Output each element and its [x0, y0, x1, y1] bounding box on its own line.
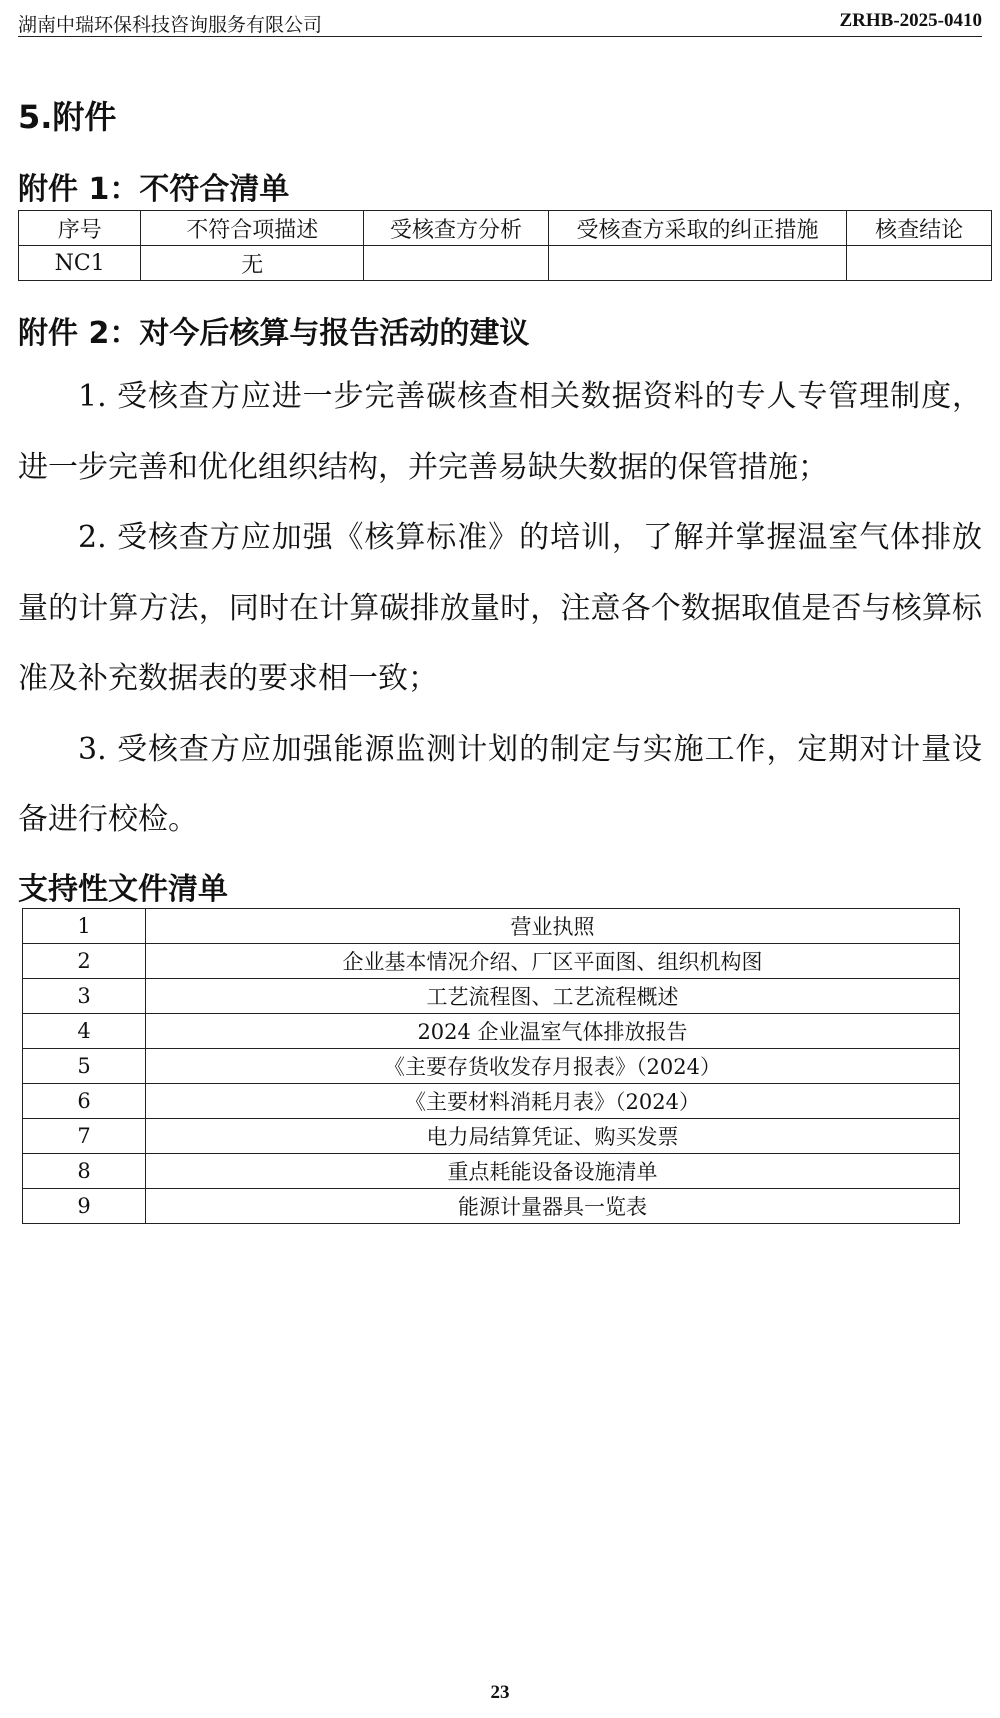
document-name: 工艺流程图、工艺流程概述 [146, 979, 960, 1014]
table-header-row [19, 211, 992, 246]
row-number: 6 [23, 1084, 146, 1119]
document-name: 重点耗能设备设施清单 [146, 1154, 960, 1189]
page-number: 23 [490, 1682, 510, 1703]
document-name: 企业基本情况介绍、厂区平面图、组织机构图 [146, 944, 960, 979]
supporting-docs-table [22, 908, 960, 1224]
row-number: 5 [23, 1049, 146, 1084]
attachment1-title: 附件 1：不符合清单 [18, 172, 290, 207]
document-name: 营业执照 [146, 909, 960, 944]
table-row [23, 909, 960, 944]
row-number: 2 [23, 944, 146, 979]
table-cell [364, 246, 549, 281]
document-name: 《主要存货收发存月报表》（2024） [146, 1049, 960, 1084]
recommendation-item: 1. 受核查方应进一步完善碳核查相关数据资料的专人专管理制度，进一步完善和优化组织结构，并完善易缺失数据的保管措施； [18, 379, 982, 485]
table-row [19, 246, 992, 281]
row-number: 8 [23, 1154, 146, 1189]
document-number: ZRHB-2025-0410 [839, 10, 982, 31]
table-row [23, 1119, 960, 1154]
table-cell: 无 [141, 246, 364, 281]
recommendation-item: 3. 受核查方应加强能源监测计划的制定与实施工作，定期对计量设备进行校检。 [18, 731, 982, 837]
row-number: 1 [23, 909, 146, 944]
table-header-cell: 受核查方采取的纠正措施 [548, 211, 846, 246]
row-number: 9 [23, 1189, 146, 1224]
row-number: 7 [23, 1119, 146, 1154]
company-name: 湖南中瑞环保科技咨询服务有限公司 [18, 14, 323, 36]
table-row [23, 1049, 960, 1084]
table-header-cell: 受核查方分析 [364, 211, 549, 246]
table-row [23, 1014, 960, 1049]
page-header [18, 6, 982, 37]
table-row [23, 979, 960, 1014]
nonconformity-table [18, 210, 992, 281]
table-header-cell: 序号 [19, 211, 141, 246]
supporting-docs-title: 支持性文件清单 [18, 872, 228, 907]
attachment2-title: 附件 2：对今后核算与报告活动的建议 [18, 316, 530, 351]
table-cell: NC1 [19, 246, 141, 281]
row-number: 3 [23, 979, 146, 1014]
table-row [23, 1084, 960, 1119]
document-name: 《主要材料消耗月表》（2024） [146, 1084, 960, 1119]
recommendation-item: 2. 受核查方应加强《核算标准》的培训，了解并掌握温室气体排放量的计算方法，同时在计算碳排放量时，注意各个数据取值是否与核算标准及补充数据表的要求相一致； [18, 520, 982, 696]
section-title: 5.附件 [18, 98, 117, 136]
table-header-cell: 核查结论 [847, 211, 992, 246]
row-number: 4 [23, 1014, 146, 1049]
table-row [23, 944, 960, 979]
table-row [23, 1189, 960, 1224]
table-cell [847, 246, 992, 281]
table-header-cell: 不符合项描述 [141, 211, 364, 246]
table-cell [548, 246, 846, 281]
document-name: 电力局结算凭证、购买发票 [146, 1119, 960, 1154]
document-name: 能源计量器具一览表 [146, 1189, 960, 1224]
document-name: 2024 企业温室气体排放报告 [146, 1014, 960, 1049]
recommendations [18, 362, 982, 856]
table-row [23, 1154, 960, 1189]
